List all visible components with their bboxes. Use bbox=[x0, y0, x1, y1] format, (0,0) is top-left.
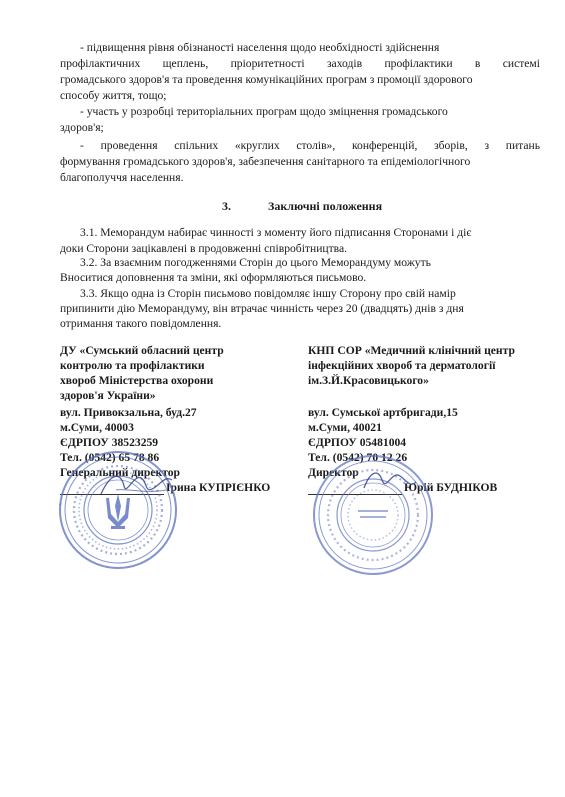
section-number: 3. bbox=[222, 199, 231, 213]
party-right-position: Директор bbox=[308, 466, 359, 479]
clause-3-3-line-3: отримання такого повідомлення. bbox=[60, 317, 222, 330]
party-left-name-line-3: хвороб Міністерства охорони bbox=[60, 374, 214, 387]
party-left-name-line-2: контролю та профілактики bbox=[60, 359, 205, 372]
party-right-code: ЄДРПОУ 05481004 bbox=[308, 436, 407, 449]
party-left-phone: Тел. (0542) 65 78 86 bbox=[60, 451, 160, 464]
list-item-1-line-4: способу життя, тощо; bbox=[60, 89, 167, 102]
section-title: Заключні положення bbox=[268, 199, 383, 213]
list-item-1-line-1: - підвищення рівня обізнаності населення щодо необхідності здійснення bbox=[80, 41, 440, 54]
clause-3-2-line-1: 3.2. За взаємним погодженнями Сторін до цього Меморандуму можуть bbox=[80, 256, 431, 269]
list-item-2-line-1: - участь у розробці територіальних програм щодо зміцнення громадського bbox=[80, 105, 448, 118]
party-right-name-line-1: КНП СОР «Медичний клінічний центр bbox=[308, 344, 515, 357]
party-left-address: вул. Привокзальна, буд.27 bbox=[60, 406, 197, 419]
list-item-1-line-2: профілактичних щеплень, пріоритетності заходів профілактики в системі bbox=[60, 57, 540, 70]
party-right-signer: Юрій БУДНІКОВ bbox=[404, 481, 498, 494]
party-left-name-line-1: ДУ «Сумський обласний центр bbox=[60, 344, 224, 357]
party-right-phone: Тел. (0542) 70 12 26 bbox=[308, 451, 408, 464]
list-item-3-line-2: формування громадського здоров'я, забезпечення санітарного та епідеміологічного bbox=[60, 155, 471, 168]
list-item-2-line-2: здоров'я; bbox=[60, 121, 104, 134]
list-item-1-line-3: громадського здоров'я та проведення комунікаційних програм з промоції здорового bbox=[60, 73, 473, 86]
clause-3-2-line-2: Вноситися доповнення та зміни, які оформляються письмово. bbox=[60, 271, 367, 284]
list-item-3-line-3: благополуччя населення. bbox=[60, 171, 184, 184]
party-left-city: м.Суми, 40003 bbox=[60, 421, 134, 434]
party-right-name-line-2: інфекційних хвороб та дерматології bbox=[308, 359, 496, 372]
right-signature-scribble bbox=[360, 462, 420, 498]
clause-3-1-line-2: доки Сторони зацікавлені в продовженні співробітництва. bbox=[60, 242, 348, 255]
party-right-name-line-3: ім.З.Й.Красовицького» bbox=[308, 374, 429, 387]
party-left-signer: Ірина КУПРІЄНКО bbox=[166, 481, 271, 494]
party-right-address: вул. Сумської артбригади,15 bbox=[308, 406, 458, 419]
clause-3-3-line-2: припинити дію Меморандуму, він втрачає чинність через 20 (двадцять) днів з дня bbox=[60, 302, 464, 315]
party-right-city: м.Суми, 40021 bbox=[308, 421, 382, 434]
party-left-code: ЄДРПОУ 38523259 bbox=[60, 436, 159, 449]
party-left-name-line-4: здоров'я України» bbox=[60, 389, 156, 402]
list-item-3-line-1: - проведення спільних «круглих столів», конференцій, зборів, з питань bbox=[80, 139, 540, 152]
clause-3-3-line-1: 3.3. Якщо одна із Сторін письмово повідомляє іншу Сторону про свій намір bbox=[80, 287, 456, 300]
party-left-position: Генеральний директор bbox=[60, 466, 180, 479]
clause-3-1-line-1: 3.1. Меморандум набирає чинності з моменту його підписання Сторонами і діє bbox=[80, 226, 472, 239]
left-signature-scribble bbox=[96, 464, 176, 504]
